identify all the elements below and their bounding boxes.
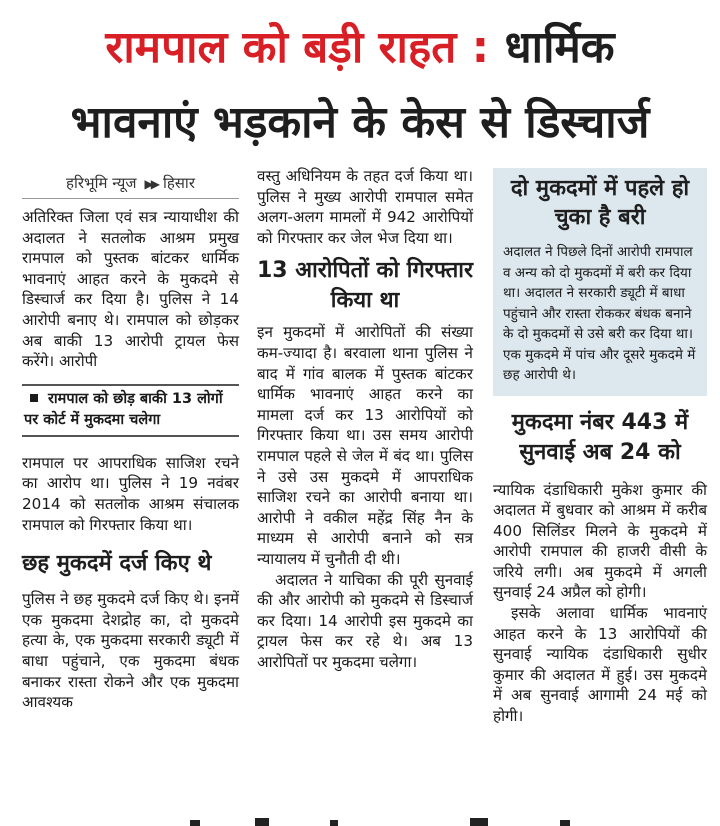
article-paragraph: रामपाल पर आपराधिक साजिश रचने का आरोप था। पुलिस ने 19 नवंबर 2014 को सतलोक आश्रम संचालक रामपाल को गिरफ्तार किया था।	[22, 453, 239, 534]
sidebar-box	[493, 168, 707, 396]
headline-black-text: धार्मिक	[504, 22, 615, 73]
column-2	[257, 166, 473, 672]
pull-quote	[22, 384, 239, 437]
square-bullet-icon	[30, 394, 38, 402]
article-paragraph: इन मुकदमों में आरोपितों की संख्या कम-ज्यादा है। बरवाला थाना पुलिस ने बाद में गांव बालक में पुस्तक बांटकर धार्मिक भावनाएं आहत करने का मामला दर्ज कर 13 आरोपियों को गिरफ्तार किया था। उस समय आरोपी रामपाल पहले से जेल में बंद था। पुलिस ने उसे उस मुकदमे में आपराधिक साजिश रचने का आरोपी बनाया था। आरोपी ने वकील महेंद्र सिंह नैन के माध्यम से आरोपी बनाने को सत्र न्यायालय में चुनौती दी थी।	[257, 323, 473, 568]
byline-source: हरिभूमि न्यूज	[66, 174, 137, 192]
headline	[0, 0, 720, 160]
article-paragraph: पुलिस ने छह मुकदमे दर्ज किए थे। इनमें एक मुकदमा देशद्रोह का, दो मुकदमे हत्या के, एक मुकदमा सरकारी ड्यूटी में बाधा पहुंचाने, एक मुकदमा बंधक बनाकर रास्ता रोकने और एक मुकदमा आवश्यक	[22, 590, 239, 712]
byline-arrow-icon: ▶▶	[144, 177, 157, 191]
article-paragraph: अतिरिक्त जिला एवं सत्र न्यायाधीश की अदालत ने सतलोक आश्रम प्रमुख रामपाल को पुस्तक बांटकर धार्मिक भावनाएं आहत करने के मुकदमे से डिस्चार्ज कर दिया है। पुलिस ने 14 आरोपी बनाए थे। रामपाल को छोड़कर अब बाकी 13 आरोपी ट्रायल फेस करेंगे। आरोपी	[22, 208, 239, 371]
subheading: मुकदमा नंबर 443 में सुनवाई अब 24 को	[511, 409, 689, 465]
sidebar-box-text: अदालत ने पिछले दिनों आरोपी रामपाल व अन्य को दो मुकदमों में बरी कर दिया था। अदालत ने सरकारी ड्यूटी में बाधा पहुंचाने और रास्ता रोककर बंधक बनाने के दो मुकदमों से उसे बरी कर दिया था। एक मुकदमे में पांच और दूसरे मुकदमे में छह आरोपी थे।	[503, 244, 696, 383]
article-paragraph: वस्तु अधिनियम के तहत दर्ज किया था। पुलिस ने मुख्य आरोपी रामपाल समेत अलग-अलग मामलों में 942 आरोपियों को गिरफ्तार कर जेल भेज दिया था।	[257, 167, 473, 247]
byline-place: हिसार	[162, 174, 195, 192]
column-1	[22, 168, 239, 713]
subheading: छह मुकदमें दर्ज किए थे	[22, 551, 212, 577]
headline-line-2: भावनाएं भड़काने के केस से डिस्चार्ज	[70, 97, 650, 148]
column-3	[493, 168, 707, 727]
sidebar-box-title: दो मुकदमों में पहले हो चुका है बरी	[510, 176, 690, 230]
pull-quote-text: रामपाल को छोड़ बाकी 13 लोगों पर कोर्ट में मुकदमा चलेगा	[24, 390, 223, 428]
headline-red-text: रामपाल को बड़ी राहत :	[105, 22, 490, 73]
byline	[22, 168, 239, 199]
cut-off-next-article-fragment	[0, 800, 720, 826]
subheading: 13 आरोपितों को गिरफ्तार किया था	[257, 258, 473, 314]
article-paragraph: इसके अलावा धार्मिक भावनाएं आहत करने के 13 आरोपियों की सुनवाई न्यायिक दंडाधिकारी सुधीर कुमार की अदालत में हुई। उस मुकदमे में अब सुनवाई आगामी 24 मई को होगी।	[493, 604, 707, 726]
article-paragraph: अदालत ने याचिका की पूरी सुनवाई की और आरोपी को मुकदमे से डिस्चार्ज कर दिया। 14 आरोपी इस मुकदमे का ट्रायल फेस कर रहे थे। अब 13 आरोपितों पर मुकदमा चलेगा।	[257, 570, 473, 671]
article-paragraph: न्यायिक दंडाधिकारी मुकेश कुमार की अदालत में बुधवार को आश्रम में करीब 400 सिलिंडर मिलने के मुकदमे में आरोपी रामपाल की हाजरी वीसी के जरिये लगी। अब मुकदमे में अगली सुनवाई 24 अप्रैल को होगी।	[493, 480, 707, 602]
headline-line-1	[0, 18, 720, 78]
